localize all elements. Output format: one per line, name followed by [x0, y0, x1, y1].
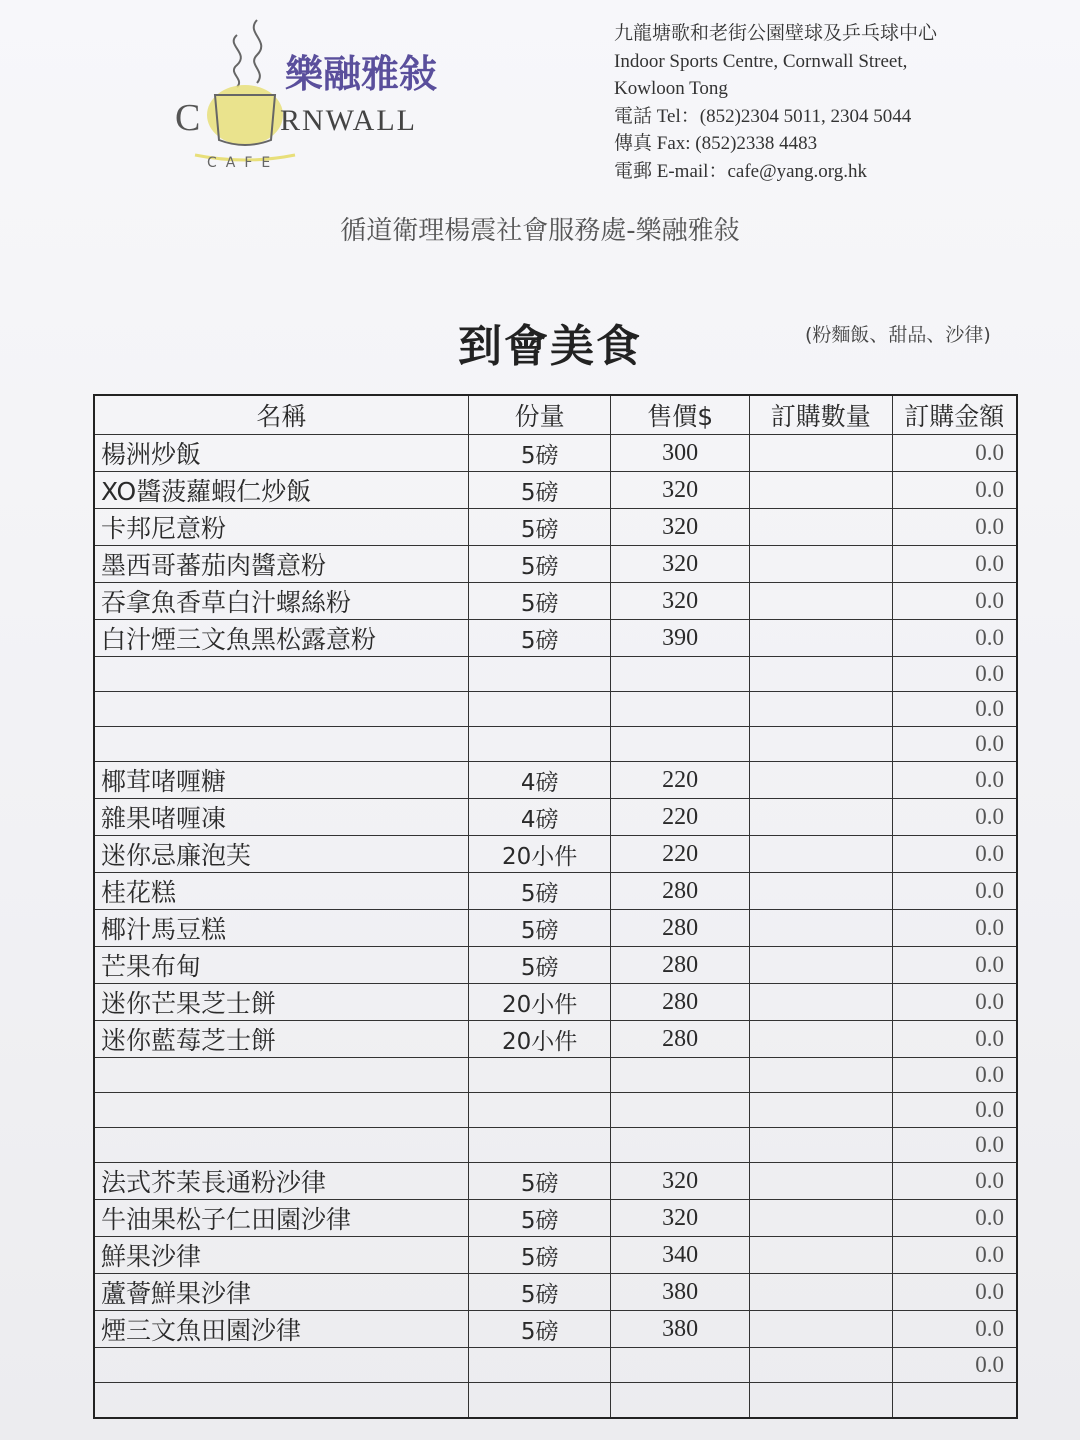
order-amount: 0.0	[892, 583, 1017, 620]
table-row	[94, 727, 1017, 762]
item-portion	[468, 1058, 611, 1093]
item-price: 320	[611, 583, 750, 620]
item-price: 380	[611, 1274, 750, 1311]
item-portion	[468, 1383, 611, 1419]
item-portion: 4磅	[468, 799, 611, 836]
item-price	[611, 1383, 750, 1419]
item-price	[611, 1093, 750, 1128]
table-row	[94, 1383, 1017, 1419]
item-price: 320	[611, 1200, 750, 1237]
table-row	[94, 692, 1017, 727]
order-quantity-cell[interactable]	[749, 1058, 892, 1093]
item-price: 280	[611, 947, 750, 984]
item-portion: 5磅	[468, 620, 611, 657]
item-name: 椰茸啫喱糖	[94, 762, 468, 799]
item-price	[611, 1348, 750, 1383]
menu-table-body	[94, 435, 1017, 1419]
item-name: 牛油果松子仁田園沙律	[94, 1200, 468, 1237]
order-quantity-cell[interactable]	[749, 1311, 892, 1348]
order-amount: 0.0	[892, 873, 1017, 910]
item-price: 280	[611, 984, 750, 1021]
item-portion: 20小件	[468, 836, 611, 873]
order-amount: 0.0	[892, 947, 1017, 984]
column-header-name: 名稱	[94, 395, 468, 435]
order-quantity-cell[interactable]	[749, 509, 892, 546]
table-row	[94, 984, 1017, 1021]
item-price: 220	[611, 762, 750, 799]
item-name: 卡邦尼意粉	[94, 509, 468, 546]
item-name	[94, 1058, 468, 1093]
item-portion: 5磅	[468, 1274, 611, 1311]
order-quantity-cell[interactable]	[749, 947, 892, 984]
item-name: 吞拿魚香草白汁螺絲粉	[94, 583, 468, 620]
item-portion	[468, 1348, 611, 1383]
order-amount: 0.0	[892, 620, 1017, 657]
order-amount: 0.0	[892, 1093, 1017, 1128]
item-portion: 5磅	[468, 472, 611, 509]
page-subtitle: (粉麵飯、甜品、沙律)	[805, 324, 991, 346]
column-header-price: 售價$	[611, 395, 750, 435]
item-name: 法式芥茉長通粉沙律	[94, 1163, 468, 1200]
contact-fax: 傳真 Fax: (852)2338 4483	[614, 133, 818, 154]
contact-block	[614, 20, 1074, 185]
item-portion: 5磅	[468, 546, 611, 583]
order-amount: 0.0	[892, 472, 1017, 509]
item-name: 煙三文魚田園沙律	[94, 1311, 468, 1348]
order-quantity-cell[interactable]	[749, 873, 892, 910]
item-name: 白汁煙三文魚黑松露意粉	[94, 620, 468, 657]
order-quantity-cell[interactable]	[749, 1128, 892, 1163]
order-amount: 0.0	[892, 1128, 1017, 1163]
logo-sub-text: CAFE	[207, 155, 280, 171]
item-portion: 20小件	[468, 984, 611, 1021]
item-portion	[468, 657, 611, 692]
organization-name: 循道衛理楊震社會服務處-樂融雅敍	[340, 216, 740, 246]
order-quantity-cell[interactable]	[749, 435, 892, 472]
item-portion	[468, 1093, 611, 1128]
item-price: 220	[611, 836, 750, 873]
order-amount: 0.0	[892, 1237, 1017, 1274]
table-row	[94, 1163, 1017, 1200]
order-quantity-cell[interactable]	[749, 1200, 892, 1237]
item-name: 芒果布甸	[94, 947, 468, 984]
table-row	[94, 799, 1017, 836]
order-amount: 0.0	[892, 1274, 1017, 1311]
table-row	[94, 1058, 1017, 1093]
item-portion: 5磅	[468, 873, 611, 910]
table-row	[94, 1274, 1017, 1311]
order-quantity-cell[interactable]	[749, 727, 892, 762]
order-amount	[892, 1383, 1017, 1419]
order-quantity-cell[interactable]	[749, 620, 892, 657]
table-row	[94, 1128, 1017, 1163]
order-amount: 0.0	[892, 727, 1017, 762]
order-amount: 0.0	[892, 657, 1017, 692]
order-quantity-cell[interactable]	[749, 583, 892, 620]
table-row	[94, 620, 1017, 657]
item-name	[94, 1348, 468, 1383]
item-portion: 5磅	[468, 1237, 611, 1274]
table-row	[94, 657, 1017, 692]
table-row	[94, 910, 1017, 947]
item-name: XO醬菠蘿蝦仁炒飯	[94, 472, 468, 509]
item-name: 桂花糕	[94, 873, 468, 910]
item-name: 鮮果沙律	[94, 1237, 468, 1274]
item-price: 380	[611, 1311, 750, 1348]
item-price	[611, 692, 750, 727]
item-name: 雜果啫喱凍	[94, 799, 468, 836]
item-name	[94, 727, 468, 762]
item-portion: 5磅	[468, 1163, 611, 1200]
table-row	[94, 583, 1017, 620]
order-amount: 0.0	[892, 1311, 1017, 1348]
order-amount: 0.0	[892, 799, 1017, 836]
item-name: 楊洲炒飯	[94, 435, 468, 472]
contact-address-line2: Kowloon Tong	[614, 78, 728, 99]
order-quantity-cell[interactable]	[749, 1274, 892, 1311]
order-quantity-cell[interactable]	[749, 836, 892, 873]
column-header-portion: 份量	[468, 395, 611, 435]
table-row	[94, 472, 1017, 509]
item-portion: 5磅	[468, 583, 611, 620]
item-price	[611, 1128, 750, 1163]
table-row	[94, 1348, 1017, 1383]
item-name	[94, 1128, 468, 1163]
item-portion	[468, 692, 611, 727]
table-header-row	[94, 395, 1017, 435]
order-quantity-cell[interactable]	[749, 546, 892, 583]
order-amount: 0.0	[892, 910, 1017, 947]
item-portion: 5磅	[468, 947, 611, 984]
order-amount: 0.0	[892, 1348, 1017, 1383]
table-row	[94, 435, 1017, 472]
item-price: 280	[611, 873, 750, 910]
item-portion: 4磅	[468, 762, 611, 799]
item-name: 迷你忌廉泡芙	[94, 836, 468, 873]
order-amount: 0.0	[892, 435, 1017, 472]
table-row	[94, 762, 1017, 799]
order-quantity-cell[interactable]	[749, 984, 892, 1021]
order-amount: 0.0	[892, 546, 1017, 583]
item-price: 300	[611, 435, 750, 472]
table-row	[94, 1200, 1017, 1237]
item-name: 蘆薈鮮果沙律	[94, 1274, 468, 1311]
column-header-amount: 訂購金額	[892, 395, 1017, 435]
order-amount: 0.0	[892, 1021, 1017, 1058]
column-header-quantity: 訂購數量	[749, 395, 892, 435]
order-amount: 0.0	[892, 1200, 1017, 1237]
item-portion: 5磅	[468, 1311, 611, 1348]
item-name	[94, 1383, 468, 1419]
logo-chinese-text: 樂融雅敍	[285, 51, 438, 96]
item-name	[94, 1093, 468, 1128]
page-title: 到會美食	[458, 321, 642, 372]
order-quantity-cell[interactable]	[749, 1093, 892, 1128]
item-name: 迷你芒果芝士餅	[94, 984, 468, 1021]
order-amount: 0.0	[892, 1058, 1017, 1093]
order-amount: 0.0	[892, 509, 1017, 546]
order-amount: 0.0	[892, 692, 1017, 727]
order-quantity-cell[interactable]	[749, 799, 892, 836]
item-portion	[468, 1128, 611, 1163]
item-price: 280	[611, 1021, 750, 1058]
menu-table	[93, 394, 1018, 1419]
item-name	[94, 657, 468, 692]
item-price	[611, 1058, 750, 1093]
item-portion: 5磅	[468, 435, 611, 472]
item-price: 220	[611, 799, 750, 836]
cornwall-cafe-logo	[175, 15, 475, 175]
table-row	[94, 509, 1017, 546]
item-price: 390	[611, 620, 750, 657]
order-quantity-cell[interactable]	[749, 1021, 892, 1058]
logo-brand-text: RNWALL	[280, 104, 417, 137]
order-quantity-cell[interactable]	[749, 762, 892, 799]
order-quantity-cell[interactable]	[749, 692, 892, 727]
item-portion	[468, 727, 611, 762]
table-row	[94, 546, 1017, 583]
item-price	[611, 657, 750, 692]
order-amount: 0.0	[892, 1163, 1017, 1200]
contact-address-line1: Indoor Sports Centre, Cornwall Street,	[614, 50, 908, 72]
order-quantity-cell[interactable]	[749, 472, 892, 509]
item-price: 320	[611, 509, 750, 546]
item-name: 椰汁馬豆糕	[94, 910, 468, 947]
table-row	[94, 1237, 1017, 1274]
item-price: 320	[611, 472, 750, 509]
table-row	[94, 836, 1017, 873]
order-quantity-cell[interactable]	[749, 657, 892, 692]
table-row	[94, 873, 1017, 910]
item-portion: 5磅	[468, 509, 611, 546]
order-amount: 0.0	[892, 762, 1017, 799]
item-name: 迷你藍莓芝士餅	[94, 1021, 468, 1058]
item-portion: 5磅	[468, 1200, 611, 1237]
logo-letter-c: C	[175, 97, 201, 139]
item-price	[611, 727, 750, 762]
item-price: 320	[611, 1163, 750, 1200]
contact-email: 電郵 E-mail：cafe@yang.org.hk	[614, 160, 867, 182]
table-row	[94, 1021, 1017, 1058]
order-quantity-cell[interactable]	[749, 1237, 892, 1274]
order-amount: 0.0	[892, 836, 1017, 873]
item-portion: 20小件	[468, 1021, 611, 1058]
contact-phone: 電話 Tel：(852)2304 5011, 2304 5044	[614, 105, 912, 127]
table-row	[94, 1311, 1017, 1348]
item-price: 280	[611, 910, 750, 947]
table-row	[94, 947, 1017, 984]
order-amount: 0.0	[892, 984, 1017, 1021]
item-price: 320	[611, 546, 750, 583]
order-quantity-cell[interactable]	[749, 1348, 892, 1383]
item-name	[94, 692, 468, 727]
item-name: 墨西哥蕃茄肉醬意粉	[94, 546, 468, 583]
item-portion: 5磅	[468, 910, 611, 947]
order-quantity-cell[interactable]	[749, 910, 892, 947]
order-quantity-cell[interactable]	[749, 1163, 892, 1200]
order-quantity-cell[interactable]	[749, 1383, 892, 1419]
contact-address-chinese: 九龍塘歌和老街公園壁球及乒乓球中心	[614, 23, 938, 44]
item-price: 340	[611, 1237, 750, 1274]
table-row	[94, 1093, 1017, 1128]
